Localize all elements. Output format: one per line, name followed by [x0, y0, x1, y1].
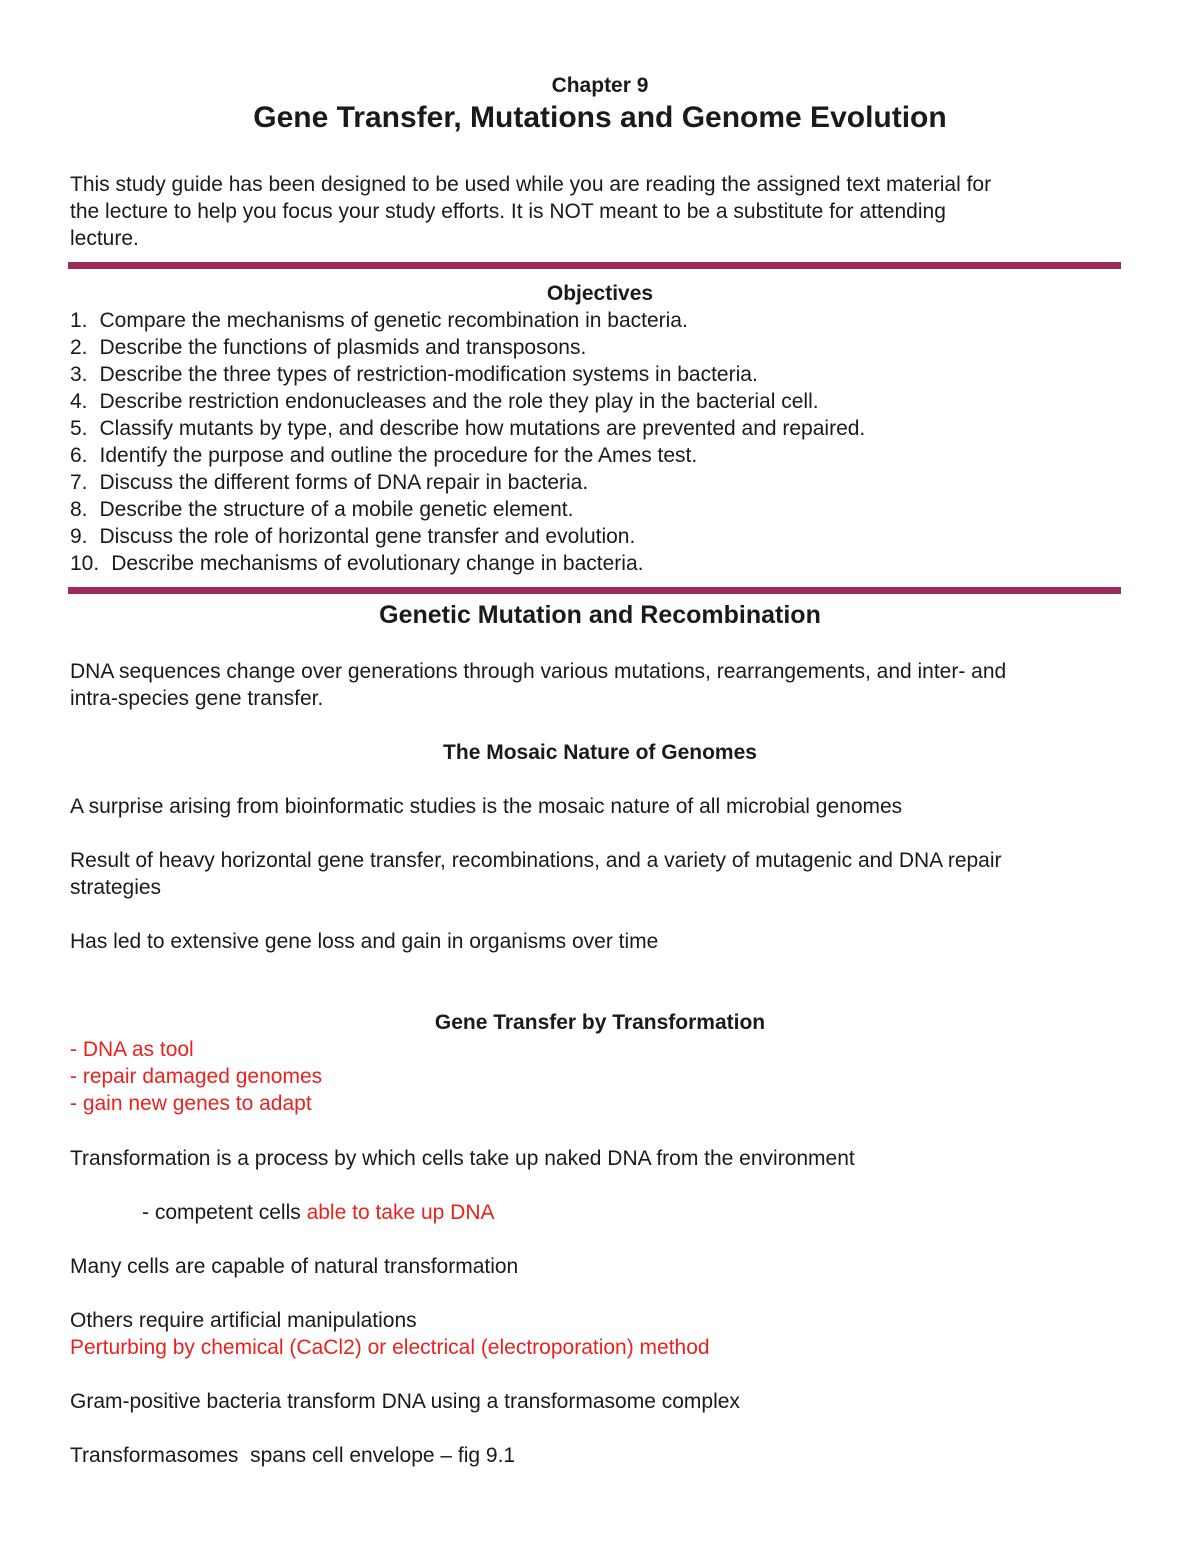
transformation-paragraph: Transformasomes spans cell envelope – fig 9.1 — [70, 1444, 516, 1467]
objective-item — [70, 388, 819, 415]
note-line: Perturbing by chemical (CaCl2) or electrical (electroporation) method — [70, 1336, 710, 1359]
page-title: Gene Transfer, Mutations and Genome Evolution — [253, 101, 947, 134]
objective-text: Discuss the role of horizontal gene transfer and evolution. — [99, 525, 636, 548]
competent-cells-text: - competent cells — [142, 1201, 307, 1224]
intro-line: the lecture to help you focus your study efforts. It is NOT meant to be a substitute for attending — [70, 200, 946, 223]
objective-text: Describe restriction endonucleases and the role they play in the bacterial cell. — [99, 390, 819, 413]
objective-text: Describe the three types of restriction-modification systems in bacteria. — [99, 363, 758, 386]
section-intro-line: intra-species gene transfer. — [70, 687, 324, 710]
note-line: - gain new genes to adapt — [70, 1092, 312, 1115]
objective-number: 5. — [70, 417, 88, 440]
mosaic-paragraph: Has led to extensive gene loss and gain in organisms over time — [70, 930, 659, 953]
mosaic-paragraph: strategies — [70, 876, 162, 899]
objective-text: Describe the functions of plasmids and transposons. — [99, 336, 587, 359]
objective-item — [70, 550, 643, 577]
mosaic-paragraph: Result of heavy horizontal gene transfer, recombinations, and a variety of mutagenic and DNA repair — [70, 849, 1002, 872]
objective-number: 7. — [70, 471, 88, 494]
objective-item — [70, 496, 573, 523]
objective-text: Discuss the different forms of DNA repair in bacteria. — [99, 471, 589, 494]
objective-text: Identify the purpose and outline the procedure for the Ames test. — [99, 444, 698, 467]
transformation-heading: Gene Transfer by Transformation — [434, 1011, 766, 1034]
objective-item — [70, 469, 588, 496]
objective-number: 2. — [70, 336, 88, 359]
objective-item — [70, 442, 697, 469]
objective-text: Describe mechanisms of evolutionary change in bacteria. — [111, 552, 644, 575]
objective-number: 6. — [70, 444, 88, 467]
divider — [68, 587, 1121, 594]
objectives-heading: Objectives — [546, 282, 654, 305]
mosaic-paragraph: A surprise arising from bioinformatic studies is the mosaic nature of all microbial genomes — [70, 795, 903, 818]
objective-number: 8. — [70, 498, 88, 521]
mosaic-heading: The Mosaic Nature of Genomes — [443, 741, 757, 764]
objective-number: 3. — [70, 363, 88, 386]
competent-cells-note: able to take up DNA — [306, 1201, 495, 1224]
note-line: - repair damaged genomes — [70, 1065, 323, 1088]
objective-text: Describe the structure of a mobile genetic element. — [99, 498, 574, 521]
objective-text: Compare the mechanisms of genetic recombination in bacteria. — [99, 309, 688, 332]
section-heading: Genetic Mutation and Recombination — [379, 601, 821, 629]
transformation-paragraph: Transformation is a process by which cells take up naked DNA from the environment — [70, 1147, 855, 1170]
objective-number: 4. — [70, 390, 88, 413]
objective-item — [70, 523, 635, 550]
competent-cells-line — [142, 1199, 495, 1226]
chapter-label: Chapter 9 — [551, 74, 649, 97]
intro-line: This study guide has been designed to be used while you are reading the assigned text material for — [70, 173, 992, 196]
objective-number: 1. — [70, 309, 88, 332]
objective-text: Classify mutants by type, and describe how mutations are prevented and repaired. — [99, 417, 866, 440]
objective-item — [70, 415, 865, 442]
transformation-paragraph: Others require artificial manipulations — [70, 1309, 417, 1332]
objective-number: 9. — [70, 525, 88, 548]
objective-number: 10. — [70, 552, 100, 575]
objective-item — [70, 307, 688, 334]
section-intro-line: DNA sequences change over generations through various mutations, rearrangements, and inter- and — [70, 660, 1007, 683]
transformation-paragraph: Gram-positive bacteria transform DNA using a transformasome complex — [70, 1390, 740, 1413]
objective-item — [70, 334, 586, 361]
divider — [68, 262, 1121, 269]
note-line: - DNA as tool — [70, 1038, 194, 1061]
intro-line: lecture. — [70, 227, 139, 250]
transformation-paragraph: Many cells are capable of natural transformation — [70, 1255, 519, 1278]
objective-item — [70, 361, 758, 388]
